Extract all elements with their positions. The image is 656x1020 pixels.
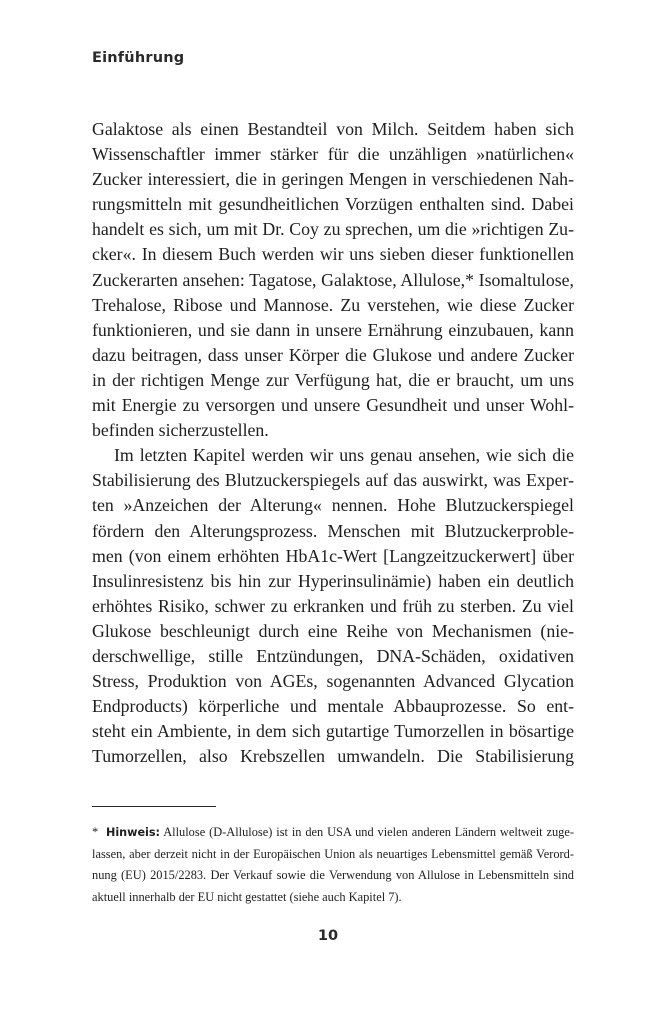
text-line: Glukose beschleunigt durch eine Reihe von Mechanismen (nie- (92, 620, 574, 641)
footnote-line (92, 822, 574, 844)
text-line: Tumorzellen, also Krebszellen umwandeln. Die Stabilisierung (92, 746, 574, 767)
footnote (92, 822, 574, 909)
body-text (92, 117, 574, 769)
footnote-marker: * (92, 825, 99, 839)
text-line: steht ein Ambiente, in dem sich gutartige Tumorzellen in bösartige (92, 721, 574, 742)
text-line: Galaktose als einen Bestandteil von Milch. Seitdem haben sich (92, 119, 574, 139)
text-line: Trehalose, Ribose und Mannose. Zu verstehen, wie diese Zucker (92, 294, 574, 315)
text-line: Stabilisierung des Blutzuckerspiegels auf das auswirkt, was Exper- (92, 470, 574, 491)
text-line: Insulinresistenz bis hin zur Hyperinsulinämie) haben ein deutlich (92, 570, 574, 591)
footnote-divider (92, 806, 216, 807)
text-line: befinden sicherzustellen. (92, 420, 269, 441)
text-line: dazu beitragen, dass unser Körper die Glukose und andere Zucker (92, 344, 574, 365)
text-line: men (von einem erhöhten HbA1c-Wert [Langzeitzuckerwert] über (92, 545, 574, 566)
footnote-label: Hinweis: (105, 826, 161, 839)
text-line: erhöhtes Risiko, schwer zu erkranken und früh zu sterben. Zu viel (92, 595, 574, 616)
text-line: Zuckerarten ansehen: Tagatose, Galaktose, Allulose,* Isomaltulose, (92, 269, 574, 290)
text-line: fördern den Alterungsprozess. Menschen mit Blutzuckerproble- (92, 520, 574, 541)
text-line: handelt es sich, um mit Dr. Coy zu sprechen, um die »richtigen Zu- (92, 219, 574, 240)
running-header: Einführung (92, 50, 185, 66)
page-number: 10 (317, 928, 339, 944)
text-line: Im letzten Kapitel werden wir uns genau ansehen, wie sich die (114, 445, 574, 466)
text-line: derschwellige, stille Entzündungen, DNA-Schäden, oxidativen (92, 645, 574, 666)
text-line: funktionieren, und sie dann in unsere Ernährung einzubauen, kann (92, 319, 574, 340)
text-line: Stress, Produktion von AGEs, sogenannten Advanced Glycation (92, 671, 574, 692)
footnote-line: aktuell innerhalb der EU nicht gestattet (siehe auch Kapitel 7). (92, 890, 402, 905)
text-line: cker«. In diesem Buch werden wir uns sieben dieser funktionellen (92, 244, 574, 265)
text-line: Wissenschaftler immer stärker für die unzähligen »natürlichen« (92, 144, 574, 165)
footnote-text: Allulose (D-Allulose) ist in den USA und vielen anderen Ländern weltweit zuge- (160, 825, 574, 839)
footnote-line: nung (EU) 2015/2283. Der Verkauf sowie die Verwendung von Allulose in Lebensmitteln sind (92, 868, 574, 883)
text-line: ten »Anzeichen der Alterung« nennen. Hohe Blutzuckerspiegel (92, 495, 574, 516)
footnote-line: lassen, aber derzeit nicht in der Europäischen Union als neuartiges Lebensmittel gemäß Verord- (92, 846, 574, 861)
text-line: Zucker interessiert, die in geringen Mengen in verschiedenen Nah- (92, 169, 574, 190)
text-line: Endproducts) körperliche und mentale Abbauprozesse. So ent- (92, 696, 574, 717)
text-line: mit Energie zu versorgen und unsere Gesundheit und unser Wohl- (92, 395, 574, 416)
text-line: rungsmitteln mit gesundheitlichen Vorzügen enthalten sind. Dabei (92, 194, 574, 215)
text-line: in der richtigen Menge zur Verfügung hat, die er braucht, um uns (92, 369, 574, 390)
